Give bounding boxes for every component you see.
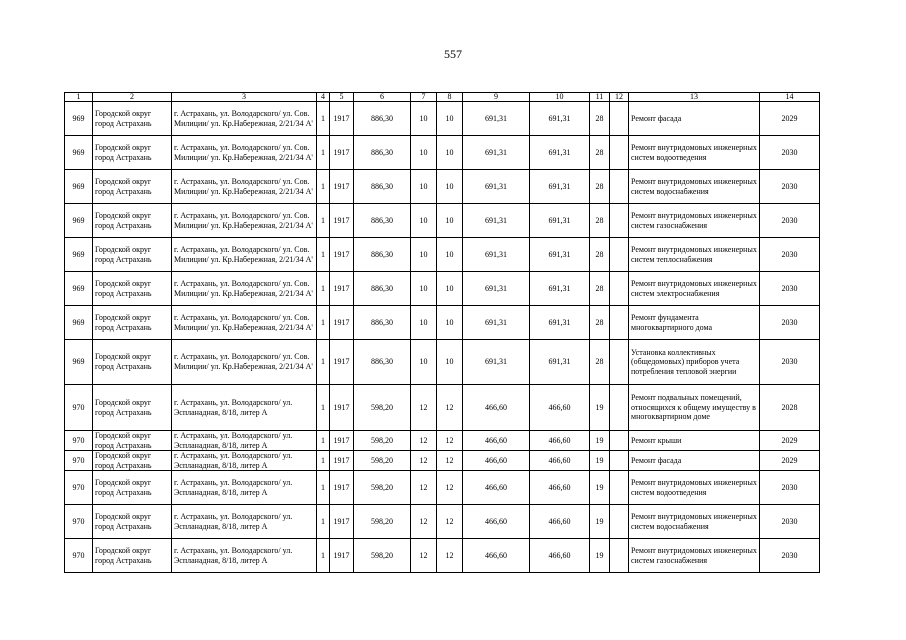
apartments-total-cell: 12 [411, 451, 437, 471]
owned-area-cell: 466,60 [530, 505, 590, 539]
column-number: 7 [411, 93, 437, 102]
municipality-cell: Городской округ город Астрахань [93, 539, 172, 573]
address-cell: г. Астрахань, ул. Володарского/ ул. Эспланадная, 8/18, литер А [172, 471, 317, 505]
row-number-cell: 969 [65, 306, 93, 340]
address-cell: г. Астрахань, ул. Володарского/ ул. Сов. Милиции/ ул. Кр.Набережная, 2/21/34 А' [172, 204, 317, 238]
apartments-total-cell: 10 [411, 136, 437, 170]
apartments-residential-cell: 12 [437, 505, 463, 539]
extra-cell [610, 306, 629, 340]
municipality-cell: Городской округ город Астрахань [93, 385, 172, 431]
table-row [65, 539, 820, 573]
planned-year-cell: 2030 [760, 505, 820, 539]
building-count-cell: 1 [317, 136, 330, 170]
owned-area-cell: 691,31 [530, 340, 590, 385]
extra-cell [610, 170, 629, 204]
municipality-cell: Городской округ город Астрахань [93, 505, 172, 539]
municipality-cell: Городской округ город Астрахань [93, 170, 172, 204]
apartments-residential-cell: 10 [437, 238, 463, 272]
total-area-cell: 886,30 [354, 102, 411, 136]
address-cell: г. Астрахань, ул. Володарского/ ул. Эспланадная, 8/18, литер А [172, 539, 317, 573]
building-count-cell: 1 [317, 451, 330, 471]
municipality-cell: Городской округ город Астрахань [93, 306, 172, 340]
living-area-cell: 691,31 [463, 340, 530, 385]
apartments-total-cell: 10 [411, 306, 437, 340]
municipality-cell: Городской округ город Астрахань [93, 471, 172, 505]
column-number: 14 [760, 93, 820, 102]
page-number: 557 [444, 47, 462, 61]
work-type-cell: Ремонт внутридомовых инженерных систем водоотведения [629, 136, 760, 170]
column-number: 3 [172, 93, 317, 102]
planned-year-cell: 2029 [760, 431, 820, 451]
column-number: 6 [354, 93, 411, 102]
row-number-cell: 969 [65, 238, 93, 272]
row-number-cell: 970 [65, 385, 93, 431]
living-area-cell: 691,31 [463, 204, 530, 238]
residents-cell: 28 [590, 170, 610, 204]
planned-year-cell: 2029 [760, 451, 820, 471]
year-built-cell: 1917 [330, 102, 354, 136]
address-cell: г. Астрахань, ул. Володарского/ ул. Сов. Милиции/ ул. Кр.Набережная, 2/21/34 А' [172, 136, 317, 170]
living-area-cell: 691,31 [463, 306, 530, 340]
column-number: 4 [317, 93, 330, 102]
residents-cell: 19 [590, 539, 610, 573]
building-count-cell: 1 [317, 340, 330, 385]
residents-cell: 28 [590, 340, 610, 385]
row-number-cell: 970 [65, 451, 93, 471]
total-area-cell: 886,30 [354, 136, 411, 170]
residents-cell: 19 [590, 385, 610, 431]
living-area-cell: 691,31 [463, 238, 530, 272]
planned-year-cell: 2030 [760, 170, 820, 204]
total-area-cell: 598,20 [354, 471, 411, 505]
extra-cell [610, 238, 629, 272]
residents-cell: 28 [590, 102, 610, 136]
planned-year-cell: 2030 [760, 306, 820, 340]
extra-cell [610, 340, 629, 385]
work-type-cell: Ремонт внутридомовых инженерных систем водоснабжения [629, 505, 760, 539]
work-type-cell: Ремонт крыши [629, 431, 760, 451]
municipality-cell: Городской округ город Астрахань [93, 431, 172, 451]
apartments-residential-cell: 12 [437, 451, 463, 471]
row-number-cell: 969 [65, 340, 93, 385]
residents-cell: 19 [590, 451, 610, 471]
owned-area-cell: 466,60 [530, 539, 590, 573]
apartments-total-cell: 12 [411, 505, 437, 539]
building-count-cell: 1 [317, 204, 330, 238]
owned-area-cell: 691,31 [530, 272, 590, 306]
apartments-total-cell: 12 [411, 385, 437, 431]
total-area-cell: 886,30 [354, 306, 411, 340]
total-area-cell: 886,30 [354, 238, 411, 272]
owned-area-cell: 691,31 [530, 204, 590, 238]
table-row [65, 102, 820, 136]
total-area-cell: 598,20 [354, 505, 411, 539]
apartments-total-cell: 10 [411, 204, 437, 238]
total-area-cell: 886,30 [354, 340, 411, 385]
apartments-residential-cell: 12 [437, 385, 463, 431]
total-area-cell: 886,30 [354, 170, 411, 204]
year-built-cell: 1917 [330, 505, 354, 539]
table-row [65, 272, 820, 306]
extra-cell [610, 471, 629, 505]
work-type-cell: Ремонт внутридомовых инженерных систем водоотведения [629, 471, 760, 505]
municipality-cell: Городской округ город Астрахань [93, 136, 172, 170]
work-type-cell: Ремонт фундамента многоквартирного дома [629, 306, 760, 340]
row-number-cell: 970 [65, 505, 93, 539]
apartments-residential-cell: 12 [437, 471, 463, 505]
apartments-total-cell: 10 [411, 238, 437, 272]
table-row [65, 238, 820, 272]
extra-cell [610, 272, 629, 306]
year-built-cell: 1917 [330, 340, 354, 385]
work-type-cell: Ремонт внутридомовых инженерных систем газоснабжения [629, 539, 760, 573]
residents-cell: 28 [590, 136, 610, 170]
extra-cell [610, 451, 629, 471]
year-built-cell: 1917 [330, 306, 354, 340]
living-area-cell: 466,60 [463, 505, 530, 539]
table-row [65, 306, 820, 340]
apartments-residential-cell: 10 [437, 306, 463, 340]
owned-area-cell: 691,31 [530, 136, 590, 170]
address-cell: г. Астрахань, ул. Володарского/ ул. Сов. Милиции/ ул. Кр.Набережная, 2/21/34 А' [172, 238, 317, 272]
planned-year-cell: 2028 [760, 385, 820, 431]
apartments-total-cell: 12 [411, 471, 437, 505]
apartments-residential-cell: 10 [437, 136, 463, 170]
planned-year-cell: 2030 [760, 539, 820, 573]
apartments-total-cell: 12 [411, 539, 437, 573]
row-number-cell: 970 [65, 539, 93, 573]
extra-cell [610, 102, 629, 136]
apartments-total-cell: 12 [411, 431, 437, 451]
address-cell: г. Астрахань, ул. Володарского/ ул. Эспланадная, 8/18, литер А [172, 451, 317, 471]
owned-area-cell: 466,60 [530, 471, 590, 505]
building-count-cell: 1 [317, 385, 330, 431]
row-number-cell: 970 [65, 471, 93, 505]
planned-year-cell: 2030 [760, 272, 820, 306]
residents-cell: 28 [590, 238, 610, 272]
work-type-cell: Установка коллективных (общедомовых) приборов учета потребления тепловой энергии [629, 340, 760, 385]
residents-cell: 19 [590, 505, 610, 539]
total-area-cell: 598,20 [354, 385, 411, 431]
extra-cell [610, 505, 629, 539]
address-cell: г. Астрахань, ул. Володарского/ ул. Сов. Милиции/ ул. Кр.Набережная, 2/21/34 А' [172, 340, 317, 385]
table-row [65, 136, 820, 170]
year-built-cell: 1917 [330, 539, 354, 573]
total-area-cell: 598,20 [354, 539, 411, 573]
planned-year-cell: 2030 [760, 471, 820, 505]
living-area-cell: 691,31 [463, 272, 530, 306]
apartments-residential-cell: 10 [437, 340, 463, 385]
building-count-cell: 1 [317, 238, 330, 272]
year-built-cell: 1917 [330, 451, 354, 471]
planned-year-cell: 2030 [760, 340, 820, 385]
building-count-cell: 1 [317, 505, 330, 539]
work-type-cell: Ремонт внутридомовых инженерных систем водоснабжения [629, 170, 760, 204]
apartments-residential-cell: 10 [437, 272, 463, 306]
living-area-cell: 691,31 [463, 170, 530, 204]
apartments-total-cell: 10 [411, 340, 437, 385]
municipality-cell: Городской округ город Астрахань [93, 204, 172, 238]
owned-area-cell: 691,31 [530, 170, 590, 204]
owned-area-cell: 691,31 [530, 238, 590, 272]
building-count-cell: 1 [317, 306, 330, 340]
living-area-cell: 691,31 [463, 102, 530, 136]
row-number-cell: 969 [65, 170, 93, 204]
planned-year-cell: 2030 [760, 204, 820, 238]
apartments-residential-cell: 10 [437, 204, 463, 238]
owned-area-cell: 466,60 [530, 385, 590, 431]
column-number: 1 [65, 93, 93, 102]
municipality-cell: Городской округ город Астрахань [93, 238, 172, 272]
work-type-cell: Ремонт внутридомовых инженерных систем теплоснабжения [629, 238, 760, 272]
row-number-cell: 969 [65, 204, 93, 238]
building-count-cell: 1 [317, 431, 330, 451]
extra-cell [610, 539, 629, 573]
extra-cell [610, 431, 629, 451]
extra-cell [610, 385, 629, 431]
table-row [65, 385, 820, 431]
building-count-cell: 1 [317, 539, 330, 573]
year-built-cell: 1917 [330, 471, 354, 505]
year-built-cell: 1917 [330, 431, 354, 451]
owned-area-cell: 691,31 [530, 102, 590, 136]
year-built-cell: 1917 [330, 170, 354, 204]
work-type-cell: Ремонт подвальных помещений, относящихся к общему имуществу в многоквартирном доме [629, 385, 760, 431]
apartments-total-cell: 10 [411, 170, 437, 204]
column-number: 2 [93, 93, 172, 102]
apartments-total-cell: 10 [411, 102, 437, 136]
year-built-cell: 1917 [330, 238, 354, 272]
column-number: 12 [610, 93, 629, 102]
residents-cell: 19 [590, 431, 610, 451]
building-count-cell: 1 [317, 102, 330, 136]
table-row [65, 505, 820, 539]
extra-cell [610, 204, 629, 238]
residents-cell: 19 [590, 471, 610, 505]
address-cell: г. Астрахань, ул. Володарского/ ул. Сов. Милиции/ ул. Кр.Набережная, 2/21/34 А' [172, 170, 317, 204]
living-area-cell: 466,60 [463, 451, 530, 471]
total-area-cell: 886,30 [354, 204, 411, 238]
table-row [65, 170, 820, 204]
apartments-residential-cell: 12 [437, 539, 463, 573]
row-number-cell: 969 [65, 102, 93, 136]
living-area-cell: 691,31 [463, 136, 530, 170]
row-number-cell: 969 [65, 272, 93, 306]
work-type-cell: Ремонт внутридомовых инженерных систем газоснабжения [629, 204, 760, 238]
total-area-cell: 886,30 [354, 272, 411, 306]
living-area-cell: 466,60 [463, 471, 530, 505]
living-area-cell: 466,60 [463, 431, 530, 451]
building-count-cell: 1 [317, 272, 330, 306]
column-number: 10 [530, 93, 590, 102]
planned-year-cell: 2030 [760, 136, 820, 170]
extra-cell [610, 136, 629, 170]
table-row [65, 431, 820, 451]
address-cell: г. Астрахань, ул. Володарского/ ул. Эспланадная, 8/18, литер А [172, 505, 317, 539]
column-number-row [65, 93, 820, 102]
living-area-cell: 466,60 [463, 385, 530, 431]
table-row [65, 204, 820, 238]
municipality-cell: Городской округ город Астрахань [93, 272, 172, 306]
owned-area-cell: 466,60 [530, 431, 590, 451]
row-number-cell: 969 [65, 136, 93, 170]
table-row [65, 471, 820, 505]
column-number: 11 [590, 93, 610, 102]
row-number-cell: 970 [65, 431, 93, 451]
planned-year-cell: 2030 [760, 238, 820, 272]
column-number: 13 [629, 93, 760, 102]
municipality-cell: Городской округ город Астрахань [93, 102, 172, 136]
owned-area-cell: 466,60 [530, 451, 590, 471]
apartments-residential-cell: 10 [437, 170, 463, 204]
residents-cell: 28 [590, 272, 610, 306]
residents-cell: 28 [590, 306, 610, 340]
address-cell: г. Астрахань, ул. Володарского/ ул. Сов. Милиции/ ул. Кр.Набережная, 2/21/34 А' [172, 306, 317, 340]
address-cell: г. Астрахань, ул. Володарского/ ул. Эспланадная, 8/18, литер А [172, 385, 317, 431]
municipality-cell: Городской округ город Астрахань [93, 340, 172, 385]
year-built-cell: 1917 [330, 385, 354, 431]
apartments-residential-cell: 12 [437, 431, 463, 451]
building-count-cell: 1 [317, 170, 330, 204]
address-cell: г. Астрахань, ул. Володарского/ ул. Эспланадная, 8/18, литер А [172, 431, 317, 451]
apartments-residential-cell: 10 [437, 102, 463, 136]
table-row [65, 451, 820, 471]
total-area-cell: 598,20 [354, 451, 411, 471]
planned-year-cell: 2029 [760, 102, 820, 136]
column-number: 5 [330, 93, 354, 102]
owned-area-cell: 691,31 [530, 306, 590, 340]
column-number: 9 [463, 93, 530, 102]
work-type-cell: Ремонт внутридомовых инженерных систем электроснабжения [629, 272, 760, 306]
address-cell: г. Астрахань, ул. Володарского/ ул. Сов. Милиции/ ул. Кр.Набережная, 2/21/34 А' [172, 102, 317, 136]
work-type-cell: Ремонт фасада [629, 451, 760, 471]
residents-cell: 28 [590, 204, 610, 238]
building-count-cell: 1 [317, 471, 330, 505]
address-cell: г. Астрахань, ул. Володарского/ ул. Сов. Милиции/ ул. Кр.Набережная, 2/21/34 А' [172, 272, 317, 306]
total-area-cell: 598,20 [354, 431, 411, 451]
column-number: 8 [437, 93, 463, 102]
year-built-cell: 1917 [330, 136, 354, 170]
year-built-cell: 1917 [330, 272, 354, 306]
apartments-total-cell: 10 [411, 272, 437, 306]
living-area-cell: 466,60 [463, 539, 530, 573]
table-row [65, 340, 820, 385]
work-type-cell: Ремонт фасада [629, 102, 760, 136]
municipality-cell: Городской округ город Астрахань [93, 451, 172, 471]
capital-repair-table [64, 92, 820, 573]
year-built-cell: 1917 [330, 204, 354, 238]
